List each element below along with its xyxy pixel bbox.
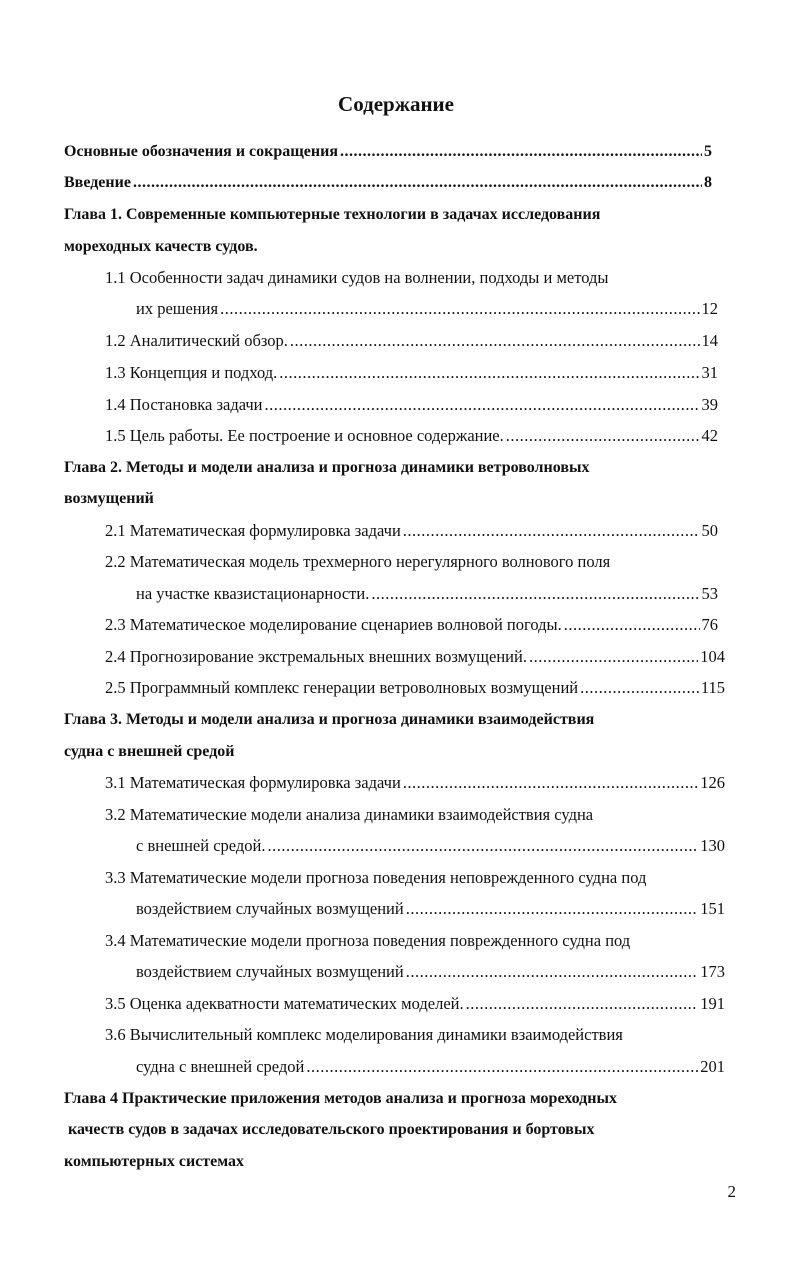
- toc-entry-page: 191: [700, 994, 725, 1013]
- chapter-heading: судна с внешней средой: [64, 743, 235, 760]
- toc-entry: [105, 519, 718, 543]
- toc-entry-text: 1.2 Аналитический обзор.: [105, 331, 288, 350]
- toc-entry-page: 151: [700, 899, 725, 918]
- section-title: 3.6 Вычислительный комплекс моделирования динамики взаимодействия: [105, 1025, 623, 1044]
- toc-entry-text: 1.5 Цель работы. Ее построение и основное содержание.: [105, 426, 504, 445]
- toc-entry-text: воздействием случайных возмущений: [136, 899, 404, 918]
- toc-entry-text: 1.4 Постановка задачи: [105, 395, 263, 414]
- toc-entry-page: 201: [700, 1057, 725, 1076]
- toc-entry-text: на участке квазистационарности.: [136, 584, 370, 603]
- toc-entry: [105, 613, 718, 637]
- leader-dots: [506, 424, 700, 448]
- leader-dots: [279, 361, 699, 385]
- toc-entry-text: Основные обозначения и сокращения: [64, 143, 338, 160]
- toc-entry-page: 76: [701, 615, 718, 634]
- toc-entry-text: с внешней средой.: [136, 836, 266, 855]
- section-title: 3.4 Математические модели прогноза поведения поврежденного судна под: [105, 931, 631, 950]
- section-title: 1.1 Особенности задач динамики судов на волнении, подходы и методы: [105, 268, 609, 287]
- toc-entry-page: 130: [700, 836, 725, 855]
- leader-dots: [220, 297, 699, 321]
- toc-entry-page: 5: [704, 143, 712, 160]
- chapter-heading: качеств судов в задачах исследовательского проектирования и бортовых: [68, 1121, 595, 1138]
- toc-entry: [105, 992, 725, 1016]
- leader-dots: [529, 645, 698, 669]
- toc-entry: [105, 771, 725, 795]
- toc-entry-text: 2.3 Математическое моделирование сценариев волновой погоды.: [105, 615, 562, 634]
- toc-entry-page: 115: [700, 678, 725, 697]
- section-title: 3.3 Математические модели прогноза поведения неповрежденного судна под: [105, 868, 647, 887]
- section-title: 2.2 Математическая модель трехмерного нерегулярного волнового поля: [105, 552, 611, 571]
- toc-entry-text: 3.5 Оценка адекватности математических моделей.: [105, 994, 464, 1013]
- page-number: 2: [727, 1182, 736, 1201]
- toc-entry-text: Введение: [64, 174, 131, 191]
- toc-entry: [105, 393, 718, 417]
- toc-entry-text: их решения: [136, 299, 219, 318]
- toc-entry-page: 31: [701, 363, 718, 382]
- chapter-heading: Глава 2. Методы и модели анализа и прогноза динамики ветроволновых: [64, 459, 590, 476]
- toc-entry-text: 2.1 Математическая формулировка задачи: [105, 521, 401, 540]
- leader-dots: [403, 519, 700, 543]
- chapter-heading: Глава 1. Современные компьютерные технологии в задачах исследования: [64, 206, 601, 223]
- toc-entry: [105, 361, 718, 385]
- toc-entry-page: 39: [701, 395, 718, 414]
- toc-entry: [105, 645, 725, 669]
- toc-entry-page: 8: [704, 174, 712, 191]
- leader-dots: [564, 613, 700, 637]
- toc-entry: [136, 897, 725, 921]
- toc-entry-page: 50: [701, 521, 718, 540]
- leader-dots: [340, 140, 702, 164]
- toc-entry-text: 3.1 Математическая формулировка задачи: [105, 773, 401, 792]
- toc-entry-page: 104: [700, 647, 725, 666]
- chapter-heading: компьютерных системах: [64, 1153, 245, 1170]
- leader-dots: [133, 171, 702, 195]
- toc-entry-page: 53: [701, 584, 718, 603]
- toc-entry: [105, 676, 725, 700]
- leader-dots: [268, 834, 699, 858]
- toc-entry: [105, 424, 718, 448]
- toc-entry-page: 14: [701, 331, 718, 350]
- toc-entry: [64, 140, 712, 164]
- toc-entry-text: воздействием случайных возмущений: [136, 962, 404, 981]
- toc-entry: [136, 834, 725, 858]
- toc-entry: [136, 297, 718, 321]
- leader-dots: [403, 771, 698, 795]
- toc-entry-text: судна с внешней средой: [136, 1057, 305, 1076]
- chapter-heading: Глава 4 Практические приложения методов анализа и прогноза мореходных: [64, 1090, 617, 1107]
- chapter-heading: возмущений: [64, 490, 154, 507]
- toc-entry-text: 1.3 Концепция и подход.: [105, 363, 278, 382]
- toc-entry-page: 173: [700, 962, 725, 981]
- section-title: 3.2 Математические модели анализа динамики взаимодействия судна: [105, 805, 594, 824]
- leader-dots: [371, 582, 699, 606]
- toc-entry-text: 2.4 Прогнозирование экстремальных внешних возмущений.: [105, 647, 527, 666]
- toc-entry: [105, 329, 718, 353]
- toc-entry: [136, 1055, 725, 1079]
- toc-entry-page: 42: [701, 426, 718, 445]
- toc-entry: [64, 171, 712, 195]
- page-title: Содержание: [338, 92, 454, 116]
- chapter-heading: мореходных качеств судов.: [64, 238, 258, 255]
- leader-dots: [290, 329, 700, 353]
- toc-entry: [136, 960, 725, 984]
- toc-entry-page: 126: [700, 773, 725, 792]
- leader-dots: [466, 992, 699, 1016]
- toc-entry-page: 12: [701, 299, 718, 318]
- leader-dots: [406, 897, 699, 921]
- leader-dots: [306, 1055, 698, 1079]
- toc-entry: [136, 582, 718, 606]
- leader-dots: [580, 676, 699, 700]
- chapter-heading: Глава 3. Методы и модели анализа и прогноза динамики взаимодействия: [64, 711, 595, 728]
- toc-entry-text: 2.5 Программный комплекс генерации ветроволновых возмущений: [105, 678, 579, 697]
- leader-dots: [406, 960, 699, 984]
- leader-dots: [265, 393, 700, 417]
